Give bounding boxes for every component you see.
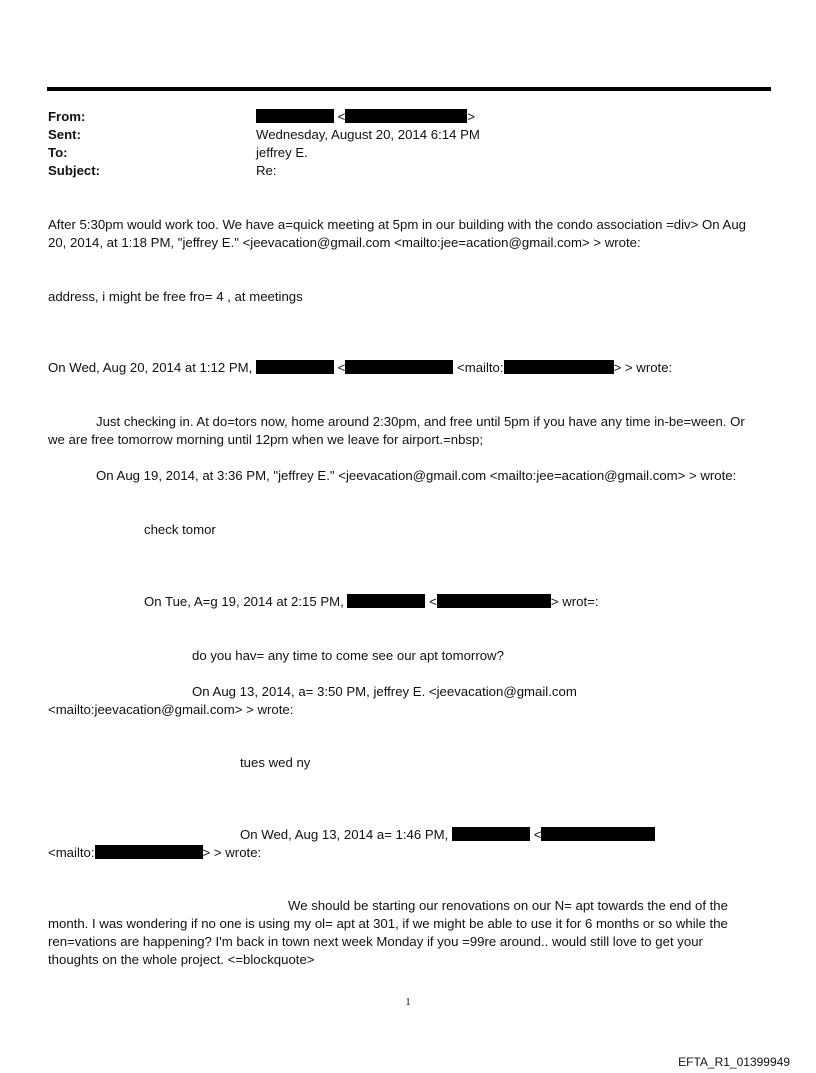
body-p7-line3: ren=vations are happening? I'm back in town next week Monday if you =99re around.. would still love to get your <box>48 934 703 949</box>
page-number: 1 <box>405 996 411 1008</box>
redacted-name-1 <box>256 360 334 374</box>
quote-header-1 <box>48 359 672 377</box>
sent-value: Wednesday, August 20, 2014 6:14 PM <box>256 127 480 142</box>
from-gt: > <box>467 109 476 124</box>
redacted-sender-name <box>256 109 334 123</box>
body-p4: check tomor <box>144 522 216 537</box>
redacted-email-1b <box>504 360 614 374</box>
body-p3-line2: we are free tomorrow morning until 12pm when we leave for airport.=nbsp; <box>48 432 484 447</box>
quote-header-4-line2: <mailto:jeevacation@gmail.com> > wrote: <box>48 702 294 717</box>
quote-header-1-suffix: > > wrote: <box>613 360 673 375</box>
quote-header-3 <box>144 593 599 611</box>
document-id: EFTA_R1_01399949 <box>678 1055 790 1069</box>
quote-header-1-prefix: On Wed, Aug 20, 2014 at 1:12 PM, <box>48 360 253 375</box>
quote-header-5-line2 <box>48 844 261 862</box>
body-p1-line1: After 5:30pm would work too. We have a=quick meeting at 5pm in our building with the condo association =div> On Aug <box>48 217 747 232</box>
quote-header-3-lt: < <box>429 594 437 609</box>
from-value <box>256 108 475 126</box>
body-p5: do you hav= any time to come see our apt tomorrow? <box>192 648 504 663</box>
quote-header-1-mailto: <mailto: <box>457 360 504 375</box>
sent-label: Sent: <box>48 127 81 142</box>
quote-header-3-prefix: On Tue, A=g 19, 2014 at 2:15 PM, <box>144 594 344 609</box>
quote-header-3-suffix: > wrot=: <box>550 594 599 609</box>
redacted-email-3 <box>437 594 551 608</box>
quote-header-5-prefix: On Wed, Aug 13, 2014 a= 1:46 PM, <box>240 827 449 842</box>
redacted-email-5 <box>541 827 655 841</box>
subject-label: Subject: <box>48 163 101 178</box>
quote-header-5-suffix: > > wrote: <box>202 845 262 860</box>
redacted-email-1 <box>345 360 453 374</box>
body-p7-line2: month. I was wondering if no one is using my ol= apt at 301, if we might be able to use it for 6 months or so while the <box>48 916 728 931</box>
body-p6: tues wed ny <box>240 755 311 770</box>
redacted-name-5 <box>452 827 530 841</box>
quote-header-5-lt: < <box>533 827 542 842</box>
from-label: From: <box>48 109 86 124</box>
body-p1-line2: 20, 2014, at 1:18 PM, "jeffrey E." <jeevacation@gmail.com <mailto:jee=acation@gmail.com> > wrote: <box>48 235 641 250</box>
subject-value: Re: <box>256 163 277 178</box>
to-label: To: <box>48 145 68 160</box>
quote-header-2: On Aug 19, 2014, at 3:36 PM, "jeffrey E." <jeevacation@gmail.com <mailto:jee=acation@gmail.com> > wrote: <box>96 468 737 483</box>
redacted-sender-email <box>345 109 467 123</box>
redacted-name-3 <box>347 594 425 608</box>
quote-header-4-line1: On Aug 13, 2014, a= 3:50 PM, jeffrey E. <jeevacation@gmail.com <box>192 684 577 699</box>
header-divider <box>47 87 771 91</box>
from-lt: < <box>337 109 346 124</box>
body-p3-line1: Just checking in. At do=tors now, home around 2:30pm, and free until 5pm if you have any time in-be=ween. Or <box>96 414 745 429</box>
quote-header-5-line1 <box>240 826 655 844</box>
quote-header-1-lt: < <box>337 360 346 375</box>
quote-header-5-mailto: <mailto: <box>48 845 95 860</box>
body-p7-line4: thoughts on the whole project. <=blockquote> <box>48 952 315 967</box>
to-value: jeffrey E. <box>256 145 308 160</box>
body-p2: address, i might be free fro= 4 , at meetings <box>48 289 303 304</box>
redacted-email-5b <box>95 845 203 859</box>
body-p7-line1: We should be starting our renovations on our N= apt towards the end of the <box>288 898 728 913</box>
